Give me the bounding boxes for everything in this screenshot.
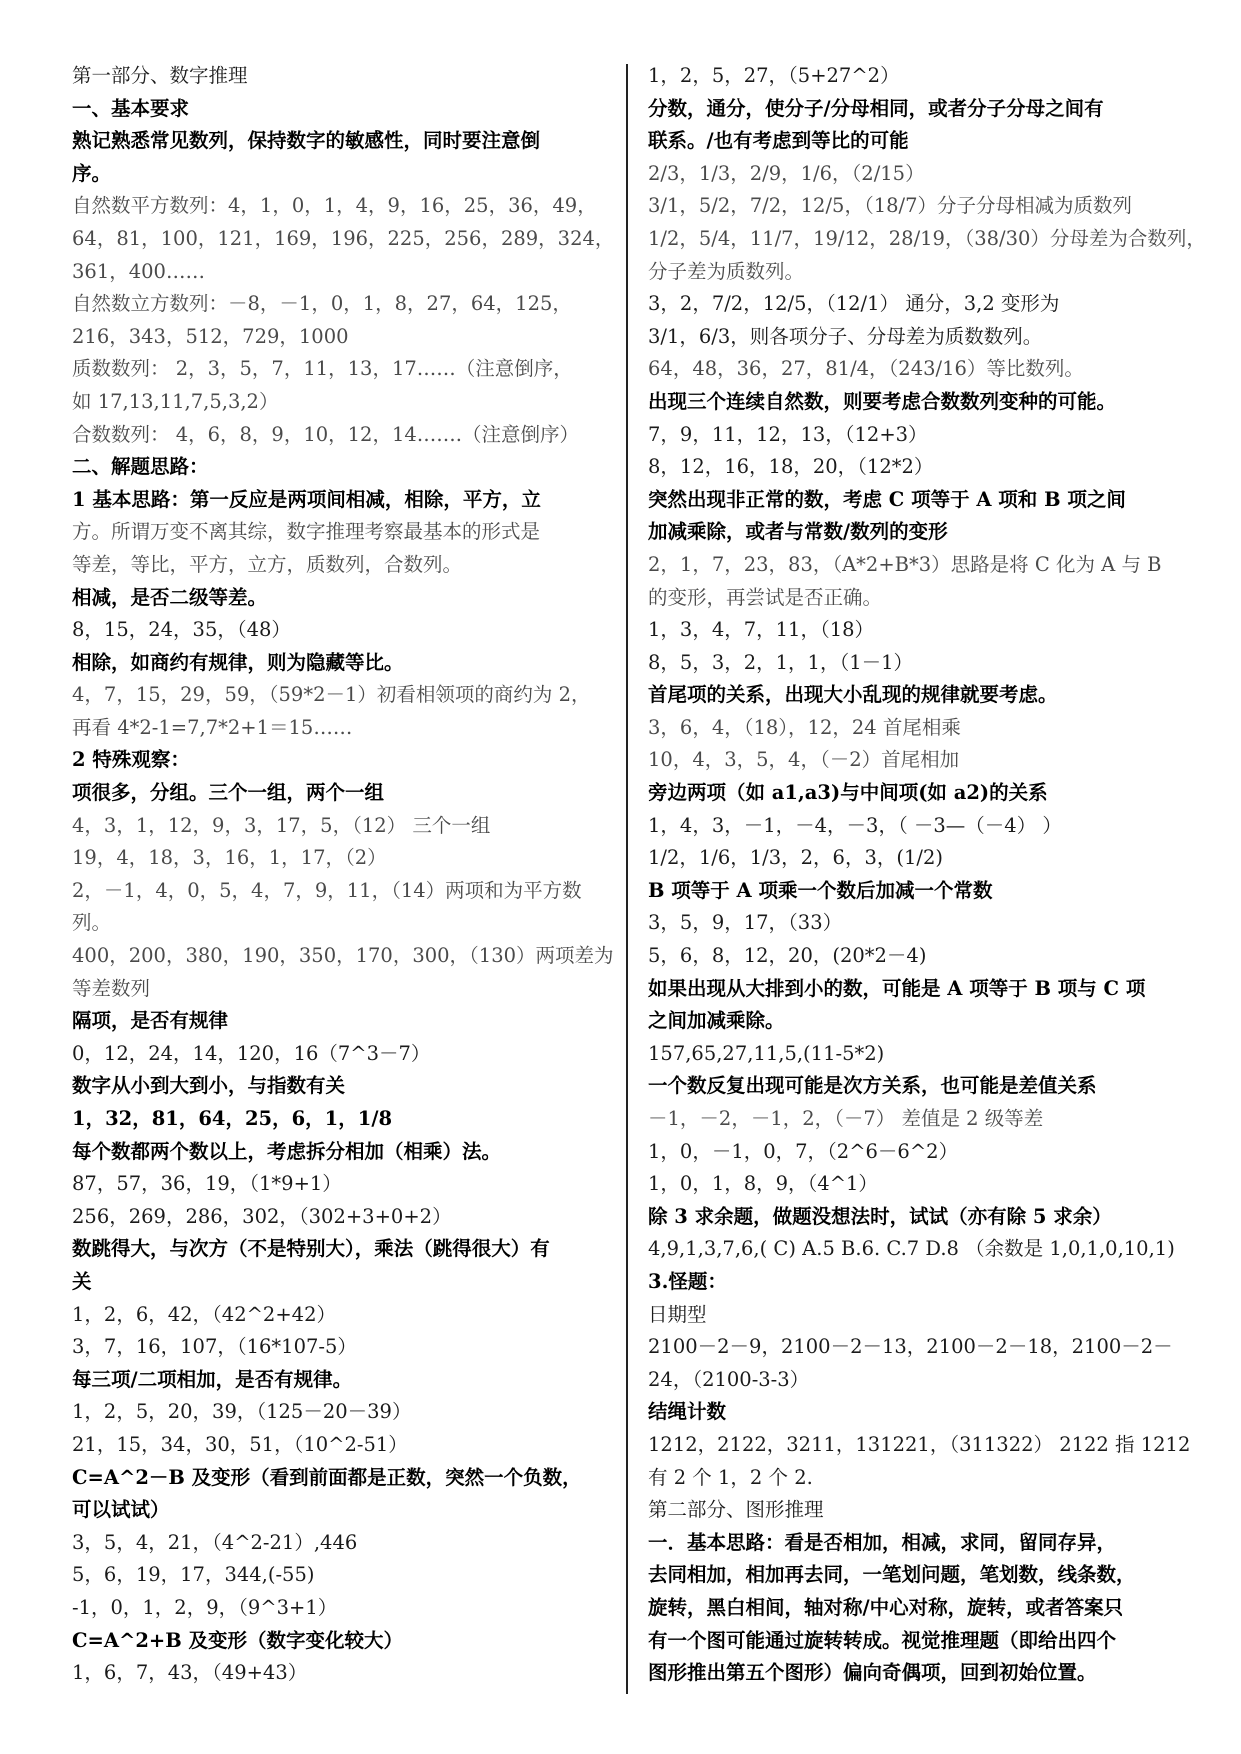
text-line: 一．基本思路：看是否相加，相减，求同，留同存异， <box>648 1530 1117 1554</box>
text-line: 每三项/二项相加，是否有规律。 <box>72 1367 353 1391</box>
text-line: 5，6，8，12，20，(20*2－4) <box>648 944 927 968</box>
text-line: 19，4，18，3，16，1，17，（2） <box>72 846 387 870</box>
text-line: 1/2，5/4，11/7，19/12，28/19，（38/30）分母差为合数列， <box>648 226 1206 250</box>
text-line: 再看 4*2-1=7,7*2+1＝15…… <box>72 715 353 739</box>
text-line: 216，343，512，729，1000 <box>72 324 349 348</box>
text-line: 旁边两项（如 a1,a3)与中间项(如 a2)的关系 <box>648 781 1048 805</box>
text-line: 3，6，4，（18），12，24 首尾相乘 <box>648 715 961 739</box>
text-line: 1 基本思路：第一反应是两项间相减，相除，平方，立 <box>72 487 541 511</box>
text-line: 熟记熟悉常见数列，保持数字的敏感性，同时要注意倒 <box>72 129 541 153</box>
text-line: 关 <box>72 1269 92 1293</box>
text-line: 24，（2100-3-3） <box>648 1367 810 1391</box>
text-line: 数字从小到大到小，与指数有关 <box>72 1074 346 1098</box>
text-line: 联系。/也有考虑到等比的可能 <box>648 129 909 153</box>
text-line: 1，2，5，27，（5+27^2） <box>648 64 900 87</box>
text-line: 一个数反复出现可能是次方关系，也可能是差值关系 <box>648 1074 1097 1098</box>
text-line: 1，4，3，－1，－4，－3，（ －3—（－4） ） <box>648 813 1062 837</box>
text-line: 2，－1，4，0，5，4，7，9，11，（14）两项和为平方数 <box>72 878 582 902</box>
text-line: 3.怪题： <box>648 1269 727 1293</box>
text-line: 首尾项的关系，出现大小乱现的规律就要考虑。 <box>648 683 1058 707</box>
text-line: 87，57，36，19，（1*9+1） <box>72 1172 342 1196</box>
text-line: 去同相加，相加再去同，一笔划问题，笔划数，线条数， <box>648 1563 1136 1587</box>
text-line: C=A^2－B 及变形（看到前面都是正数，突然一个负数， <box>72 1465 582 1489</box>
text-line: 之间加减乘除。 <box>648 1009 785 1033</box>
text-line: 序。 <box>72 161 112 185</box>
text-line: 有一个图可能通过旋转转成。视觉推理题（即给出四个 <box>648 1628 1117 1652</box>
text-line: 3/1，6/3，则各项分子、分母差为质数数列。 <box>648 324 1043 348</box>
text-line: 64，81，100，121，169，196，225，256，289，324， <box>72 226 615 250</box>
text-line: 10，4，3，5，4，（－2）首尾相加 <box>648 748 960 772</box>
text-line: 隔项，是否有规律 <box>72 1009 229 1033</box>
text-line: 256，269，286，302，（302+3+0+2） <box>72 1204 452 1228</box>
text-line: 第二部分、图形推理 <box>648 1498 824 1522</box>
text-line: 4，7，15，29，59，（59*2－1）初看相领项的商约为 2， <box>72 683 591 707</box>
text-line: 3，7，16，107，（16*107-5） <box>72 1335 357 1359</box>
text-line: 结绳计数 <box>648 1400 727 1424</box>
text-line: 1，2，6，42，（42^2+42） <box>72 1302 336 1326</box>
text-line: 自然数立方数列：－8，－1，0，1，8，27，64，125， <box>72 292 572 316</box>
text-line: 质数数列： 2，3，5，7，11，13，17……（注意倒序， <box>72 357 573 381</box>
text-line: 0，12，24，14，120，16（7^3－7） <box>72 1041 431 1065</box>
text-line: -1，0，1，2，9，（9^3+1） <box>72 1595 338 1619</box>
text-line: C=A^2+B 及变形（数字变化较大） <box>72 1628 404 1652</box>
text-line: 相减，是否二级等差。 <box>72 585 268 609</box>
text-line: 2/3，1/3，2/9，1/6，（2/15） <box>648 161 925 185</box>
text-line: 方。所谓万变不离其综，数字推理考察最基本的形式是 <box>72 520 541 544</box>
text-line: 相除，如商约有规律，则为隐藏等比。 <box>72 650 404 674</box>
text-line: 8，12，16，18，20，（12*2） <box>648 455 934 479</box>
text-line: B 项等于 A 项乘一个数后加减一个常数 <box>648 878 993 902</box>
text-line: 可以试试） <box>72 1498 170 1522</box>
text-line: 分子差为质数列。 <box>648 259 805 283</box>
text-line: 2 特殊观察： <box>72 748 190 772</box>
text-line: 第一部分、数字推理 <box>72 64 248 87</box>
text-line: 1，2，5，20，39，（125－20－39） <box>72 1400 412 1424</box>
text-line: 图形推出第五个图形）偏向奇偶项，回到初始位置。 <box>648 1661 1097 1685</box>
text-line: 2，1，7，23，83，（A*2+B*3）思路是将 C 化为 A 与 B <box>648 552 1162 576</box>
text-line: 列。 <box>72 911 112 935</box>
text-line: 数跳得大，与次方（不是特别大），乘法（跳得很大）有 <box>72 1237 550 1261</box>
text-line: 8，15，24，35，（48） <box>72 618 291 642</box>
text-line: 出现三个连续自然数，则要考虑合数数列变种的可能。 <box>648 389 1117 413</box>
text-line: 2100－2－9，2100－2－13，2100－2－18，2100－2－ <box>648 1335 1173 1359</box>
text-line: 64，48，36，27，81/4，（243/16）等比数列。 <box>648 357 1084 381</box>
column-divider <box>626 64 628 1694</box>
text-line: 加减乘除，或者与常数/数列的变形 <box>648 520 948 544</box>
text-line: 有 2 个 1，2 个 2. <box>648 1465 813 1489</box>
text-line: 21，15，34，30，51，（10^2-51） <box>72 1432 408 1456</box>
text-line: 旋转，黑白相间，轴对称/中心对称，旋转，或者答案只 <box>648 1595 1124 1619</box>
text-line: 3，2，7/2，12/5，（12/1） 通分，3,2 变形为 <box>648 292 1060 316</box>
text-line: 3/1，5/2，7/2，12/5，（18/7）分子分母相减为质数列 <box>648 194 1132 218</box>
text-line: 1/2，1/6，1/3，2，6，3，(1/2) <box>648 846 943 870</box>
text-line: 突然出现非正常的数，考虑 C 项等于 A 项和 B 项之间 <box>648 487 1126 511</box>
text-line: 4，3，1，12，9，3，17，5，（12） 三个一组 <box>72 813 491 837</box>
text-line: 1，6，7，43，（49+43） <box>72 1661 308 1685</box>
text-line: 的变形，再尝试是否正确。 <box>648 585 883 609</box>
text-line: 1，0，－1，0，7，（2^6－6^2） <box>648 1139 959 1163</box>
text-line: 自然数平方数列：4，1，0，1，4，9，16，25，36，49， <box>72 194 597 218</box>
text-line: 如果出现从大排到小的数，可能是 A 项等于 B 项与 C 项 <box>648 976 1146 1000</box>
text-line: 4,9,1,3,7,6,( C) A.5 B.6. C.7 D.8 （余数是 1,0,1,0,10,1) <box>648 1237 1175 1261</box>
text-line: 3，5，4，21，（4^2-21）,446 <box>72 1530 358 1554</box>
text-line: 7，9，11，12，13，（12+3） <box>648 422 928 446</box>
text-line: 项很多，分组。三个一组，两个一组 <box>72 781 385 805</box>
text-line: 一、基本要求 <box>72 96 190 120</box>
text-line: －1，－2，－1，2，（－7） 差值是 2 级等差 <box>648 1107 1044 1130</box>
text-line: 除 3 求余题，做题没想法时，试试（亦有除 5 求余） <box>648 1204 1112 1228</box>
text-line: 157,65,27,11,5,(11-5*2) <box>648 1041 885 1065</box>
text-line: 1212，2122，3211，131221，（311322） 2122 指 1212 <box>648 1432 1191 1456</box>
text-line: 日期型 <box>648 1302 707 1326</box>
text-line: 每个数都两个数以上，考虑拆分相加（相乘）法。 <box>72 1139 502 1163</box>
text-line: 等差数列 <box>72 976 151 1000</box>
text-line: 1，3，4，7，11，（18） <box>648 618 875 642</box>
text-line: 3，5，9，17，（33） <box>648 911 843 935</box>
text-line: 400，200，380，190，350，170，300，（130）两项差为 <box>72 944 614 968</box>
text-line: 361，400…… <box>72 259 205 283</box>
text-line: 1，32，81，64，25，6，1，1/8 <box>72 1107 393 1130</box>
left-column <box>72 60 615 1690</box>
text-line: 二、解题思路： <box>72 455 209 479</box>
right-column <box>648 60 1206 1690</box>
text-line: 等差，等比，平方，立方，质数列，合数列。 <box>72 552 463 576</box>
text-line: 5，6，19，17，344,(-55) <box>72 1563 315 1587</box>
text-line: 合数数列： 4，6，8，9，10，12，14…….（注意倒序） <box>72 422 579 446</box>
text-line: 分数，通分，使分子/分母相同，或者分子分母之间有 <box>648 96 1104 120</box>
text-line: 1，0，1，8，9，（4^1） <box>648 1172 878 1196</box>
text-line: 如 17,13,11,7,5,3,2） <box>72 389 279 413</box>
text-line: 8，5，3，2，1，1，（1－1） <box>648 650 914 674</box>
